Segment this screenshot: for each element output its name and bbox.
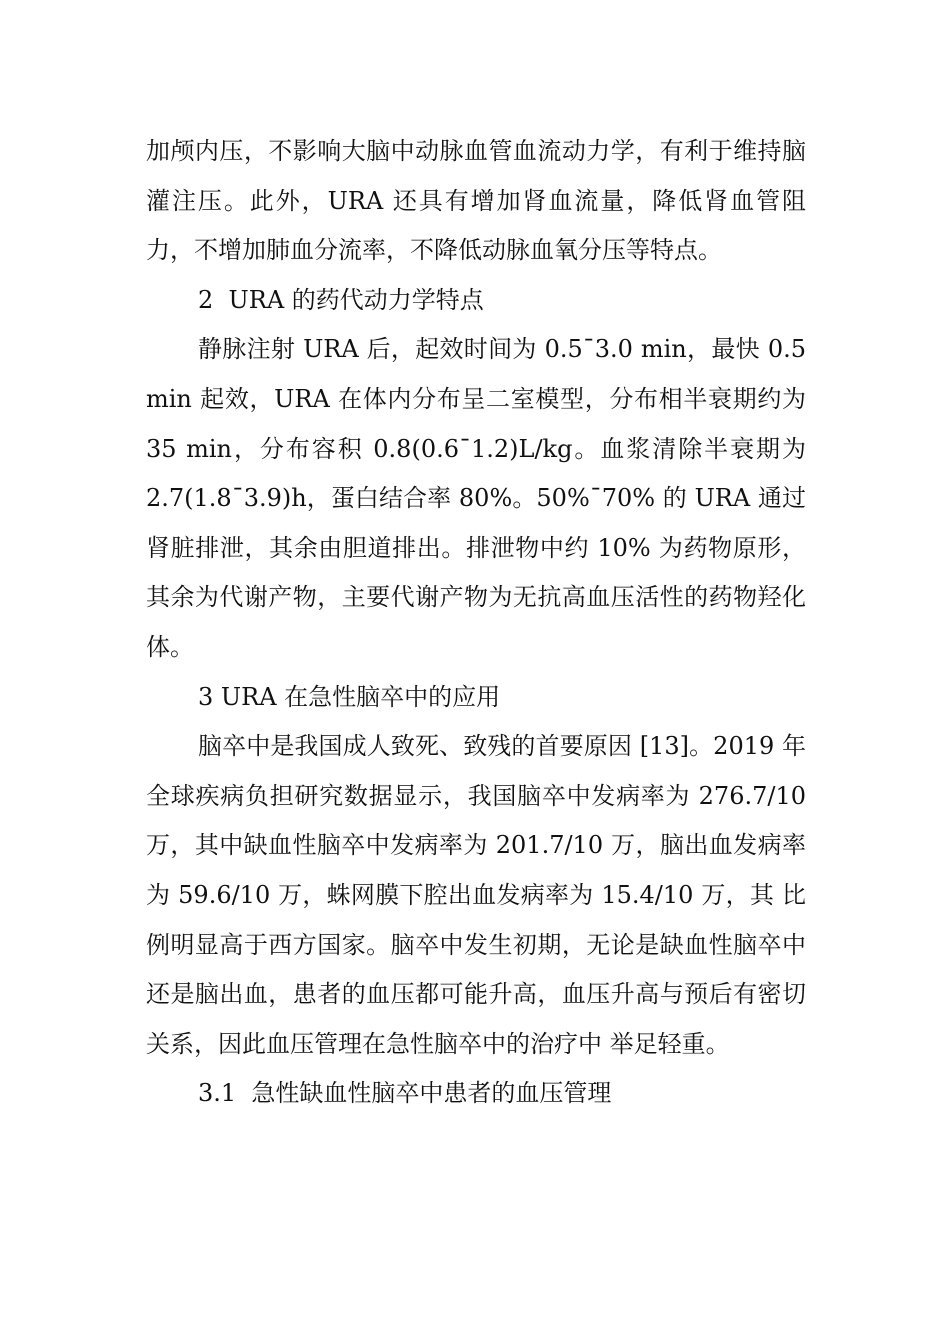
paragraph-stroke-epidemiology: 脑卒中是我国成人致死、致残的首要原因 [13]。2019 年全球疾病负担研究数据显示，我国脑卒中发病率为 276.7/10 万，其中缺血性脑卒中发病率为 201.7/10 万，脑出血发病率为 59.6/10 万，蛛网膜下腔出血发病率为 15.4/10 万，其 比例明显高于西方国家。脑卒中发生初期，无论是缺血性脑卒中还是脑出血，患者的血压都可能升高，血压升高与预后有密切关系，因此血压管理在急性脑卒中的治疗中 举足轻重。: [146, 732, 806, 1058]
section-heading-pharmacokinetics: 2 URA 的药代动力学特点: [198, 285, 484, 314]
paragraph-ura-effects-continued: 加颅内压，不影响大脑中动脉血管血流动力学，有利于维持脑灌注压。此外，URA 还具有增加肾血流量，降低肾血管阻力，不增加肺血分流率，不降低动脉血氧分压等特点。: [146, 137, 806, 265]
section-heading-acute-stroke: 3 URA 在急性脑卒中的应用: [198, 682, 501, 711]
paragraph-pharmacokinetics: 静脉注射 URA 后，起效时间为 0.5¯3.0 min，最快 0.5 min 起效，URA 在体内分布呈二室模型，分布相半衰期约为 35 min，分布容积 0.8(0.6¯1.2)L/kg。血浆清除半衰期为 2.7(1.8¯3.9)h，蛋白结合率 80%。50%¯70% 的 URA 通过肾脏排泄，其余由胆道排出。排泄物中约 10% 为药物原形，其余为代谢产物，主要代谢产物为无抗高血压活性的药物羟化体。: [146, 335, 806, 661]
subsection-heading-ischemic-stroke-bp: 3.1 急性缺血性脑卒中患者的血压管理: [198, 1079, 612, 1108]
document-body: [146, 127, 806, 1119]
